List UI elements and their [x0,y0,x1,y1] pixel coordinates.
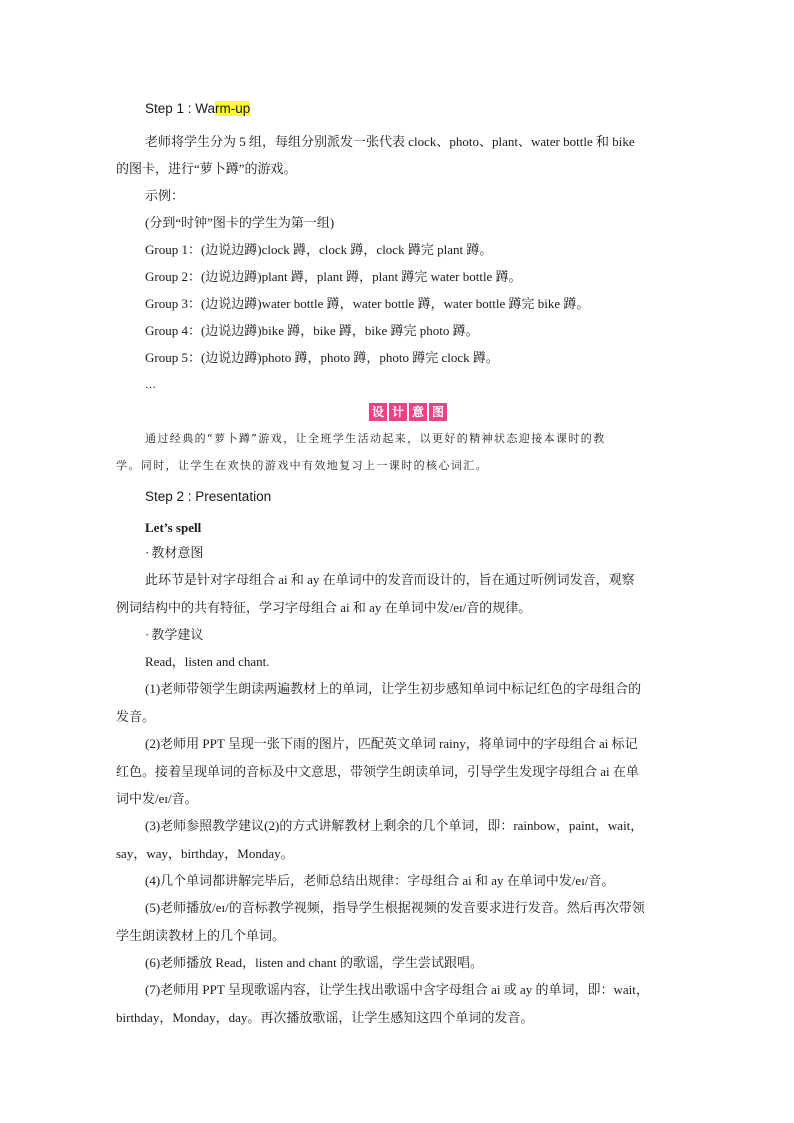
example-label: 示例： [145,188,185,203]
step-item: (3)老师参照教学建议(2)的方式讲解教材上剩余的几个单词，即：rainbow，paint，wait， [145,818,644,833]
section-title: Let’s spell [145,520,202,535]
intent-line1: 此环节是针对字母组合 ai 和 ay 在单词中的发音而设计的，旨在通过听例词发音，观察 [145,572,635,587]
step-item: (7)老师用 PPT 呈现歌谣内容，让学生找出歌谣中含字母组合 ai 或 ay 的单词，即：wait， [145,982,649,997]
step-item: birthday，Monday，day。再次播放歌谣，让学生感知这四个单词的发音。 [116,1010,534,1025]
design-intent-line2: 学。同时，让学生在欢快的游戏中有效地复习上一课时的核心词汇。 [116,459,488,472]
banner-char: 图 [429,403,447,421]
group-line: Group 4：(边说边蹲)bike 蹲，bike 蹲，bike 蹲完 photo 蹲。 [145,323,479,338]
intent-label-text: · 教材意图 [145,545,203,560]
step2-heading: Step 2 : Presentation [145,489,272,504]
activity-title: Read，listen and chant. [145,654,270,669]
highlighted-text: rm-up [215,101,251,116]
ellipsis: … [145,379,156,391]
group-line: Group 1：(边说边蹲)clock 蹲，clock 蹲，clock 蹲完 plant 蹲。 [145,242,493,257]
step1-paragraph-line2: 的图卡，进行“萝卜蹲”的游戏。 [116,161,297,176]
step-item: 词中发/eɪ/音。 [116,791,198,806]
step-item: (4)几个单词都讲解完毕后，老师总结出规律：字母组合 ai 和 ay 在单词中发/eɪ/音。 [145,873,615,888]
banner-char: 设 [369,403,387,421]
banner-char: 意 [409,403,427,421]
intent-label [145,539,679,566]
advice-label-text: · 教学建议 [145,627,203,642]
step-item: 红色。接着呈现单词的音标及中文意思，带领学生朗读单词，引导学生发现字母组合 ai 在单 [116,764,639,779]
design-intent-banner [369,403,447,421]
step1-heading [145,95,679,122]
advice-label [145,621,679,648]
step-item: (5)老师播放/eɪ/的音标教学视频，指导学生根据视频的发音要求进行发音。然后再次带领 [145,900,645,915]
design-intent-line1: 通过经典的“萝卜蹲”游戏，让全班学生活动起来，以更好的精神状态迎接本课时的教 [145,432,606,445]
step-item: say，way，birthday，Monday。 [116,846,294,861]
step-item: (1)老师带领学生朗读两遍教材上的单词，让学生初步感知单词中标记红色的字母组合的 [145,681,642,696]
step-item: (2)老师用 PPT 呈现一张下雨的图片，匹配英文单词 rainy，将单词中的字母组合 ai 标记 [145,736,638,751]
example-note: (分到“时钟”图卡的学生为第一组) [145,215,335,230]
step-item: 学生朗读教材上的几个单词。 [116,928,286,943]
step-item: (6)老师播放 Read，listen and chant 的歌谣，学生尝试跟唱。 [145,955,483,970]
group-line: Group 5：(边说边蹲)photo 蹲，photo 蹲，photo 蹲完 clock 蹲。 [145,350,499,365]
group-line: Group 2：(边说边蹲)plant 蹲，plant 蹲，plant 蹲完 water bottle 蹲。 [145,269,522,284]
step1-heading-text: Step 1 : Wa [145,101,216,116]
step1-paragraph-line1: 老师将学生分为 5 组，每组分别派发一张代表 clock、photo、plant、water bottle 和 bike [145,134,635,149]
banner-char: 计 [389,403,407,421]
intent-line2: 例词结构中的共有特征，学习字母组合 ai 和 ay 在单词中发/eɪ/音的规律。 [116,600,532,615]
step-item: 发音。 [116,709,156,724]
group-line: Group 3：(边说边蹲)water bottle 蹲，water bottle 蹲，water bottle 蹲完 bike 蹲。 [145,296,590,311]
